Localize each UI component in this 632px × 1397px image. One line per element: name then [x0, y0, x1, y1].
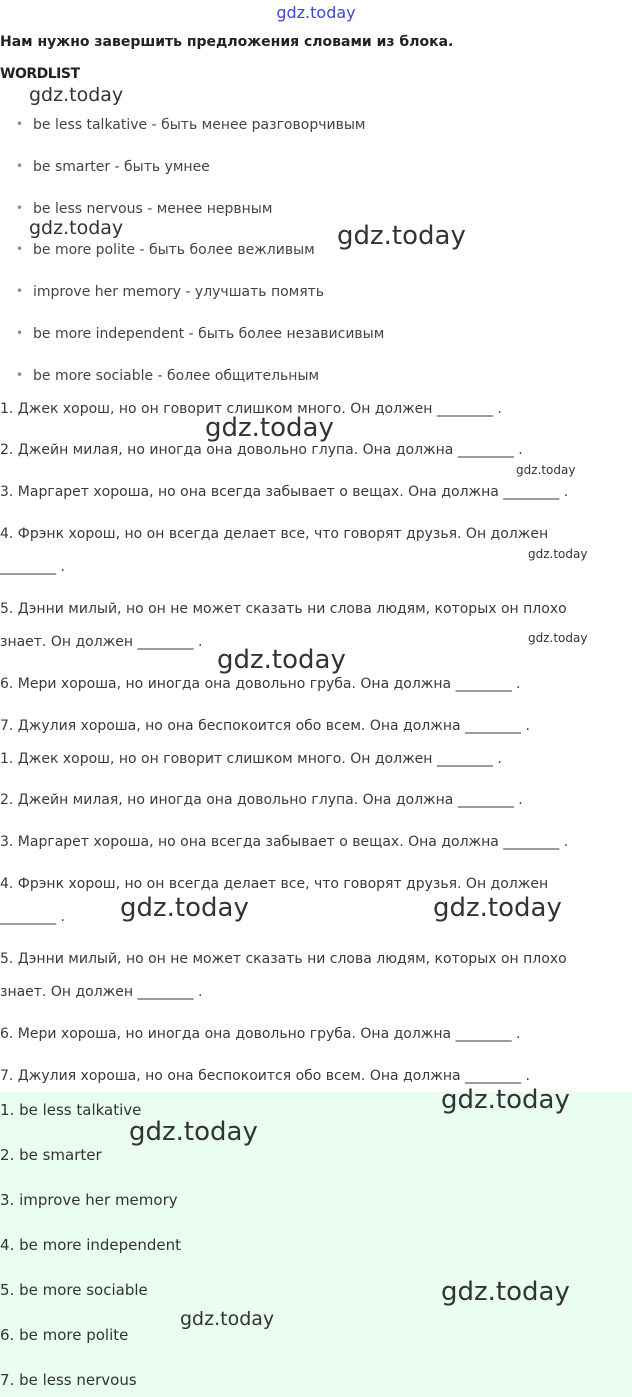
sentence-line: 7. Джулия хороша, но она беспокоится обо всем. Она должна ________ . — [0, 718, 530, 734]
wordlist-item-text: be less talkative - быть менее разговорчивым — [33, 117, 366, 133]
watermark: gdz.today — [528, 631, 588, 645]
wordlist-item — [16, 284, 325, 300]
wordlist-item-text: be more independent - быть более независивым — [33, 326, 385, 342]
sentence-line: знает. Он должен ________ . — [0, 634, 203, 650]
wordlist-item-text: be more polite - быть более вежливым — [33, 242, 315, 258]
answer-item: 1. be less talkative — [0, 1101, 142, 1119]
site-logo[interactable]: gdz.today — [276, 3, 356, 22]
wordlist-heading: WORDLIST — [0, 66, 80, 82]
watermark: gdz.today — [129, 1117, 258, 1147]
sentence-line: 2. Джейн милая, но иногда она довольно глупа. Она должна ________ . — [0, 442, 523, 458]
sentence-line: 6. Мери хороша, но иногда она довольно груба. Она должна ________ . — [0, 676, 521, 692]
bullet-icon: • — [16, 368, 24, 382]
watermark: gdz.today — [29, 217, 124, 239]
watermark: gdz.today — [441, 1277, 570, 1307]
watermark: gdz.today — [337, 221, 466, 251]
wordlist-item-text: be more sociable - более общительным — [33, 368, 320, 384]
bullet-icon: • — [16, 117, 24, 131]
answer-item: 5. be more sociable — [0, 1281, 148, 1299]
answer-item: 4. be more independent — [0, 1236, 182, 1254]
bullet-icon: • — [16, 159, 24, 173]
sentence-line: 4. Фрэнк хорош, но он всегда делает все, что говорят друзья. Он должен — [0, 526, 549, 542]
bullet-icon: • — [16, 284, 24, 298]
sentence-line: ________ . — [0, 909, 65, 925]
watermark: gdz.today — [180, 1308, 275, 1330]
task-intro: Нам нужно завершить предложения словами из блока. — [0, 34, 454, 50]
sentence-line: 5. Дэнни милый, но он не может сказать ни слова людям, которых он плохо — [0, 951, 567, 967]
watermark: gdz.today — [205, 413, 334, 443]
bullet-icon: • — [16, 242, 24, 256]
sentence-line: ________ . — [0, 559, 65, 575]
sentence-line: 4. Фрэнк хорош, но он всегда делает все, что говорят друзья. Он должен — [0, 876, 549, 892]
wordlist-item — [16, 159, 210, 175]
wordlist-item-text: improve her memory - улучшать помять — [33, 284, 325, 300]
answer-item: 6. be more polite — [0, 1326, 129, 1344]
wordlist-item — [16, 326, 385, 342]
sentence-line: 5. Дэнни милый, но он не может сказать ни слова людям, которых он плохо — [0, 601, 567, 617]
watermark: gdz.today — [29, 84, 124, 106]
wordlist-item — [16, 117, 366, 133]
wordlist-item — [16, 201, 273, 217]
wordlist-item — [16, 368, 320, 384]
sentence-line: 1. Джек хорош, но он говорит слишком много. Он должен ________ . — [0, 401, 502, 417]
watermark: gdz.today — [528, 547, 588, 561]
wordlist-item-text: be less nervous - менее нервным — [33, 201, 273, 217]
watermark: gdz.today — [441, 1085, 570, 1115]
sentence-line: 3. Маргарет хороша, но она всегда забывает о вещах. Она должна ________ . — [0, 834, 569, 850]
answer-item: 2. be smarter — [0, 1146, 102, 1164]
sentence-line: 7. Джулия хороша, но она беспокоится обо всем. Она должна ________ . — [0, 1068, 530, 1084]
bullet-icon: • — [16, 326, 24, 340]
watermark: gdz.today — [120, 893, 249, 923]
sentence-line: 1. Джек хорош, но он говорит слишком много. Он должен ________ . — [0, 751, 502, 767]
watermark: gdz.today — [217, 645, 346, 675]
sentence-line: 6. Мери хороша, но иногда она довольно груба. Она должна ________ . — [0, 1026, 521, 1042]
watermark: gdz.today — [516, 463, 576, 477]
sentence-line: 2. Джейн милая, но иногда она довольно глупа. Она должна ________ . — [0, 792, 523, 808]
answer-item: 7. be less nervous — [0, 1371, 137, 1389]
wordlist-item-text: be smarter - быть умнее — [33, 159, 210, 175]
answer-item: 3. improve her memory — [0, 1191, 178, 1209]
sentence-line: 3. Маргарет хороша, но она всегда забывает о вещах. Она должна ________ . — [0, 484, 569, 500]
bullet-icon: • — [16, 201, 24, 215]
sentence-line: знает. Он должен ________ . — [0, 984, 203, 1000]
watermark: gdz.today — [433, 893, 562, 923]
wordlist-item — [16, 242, 315, 258]
